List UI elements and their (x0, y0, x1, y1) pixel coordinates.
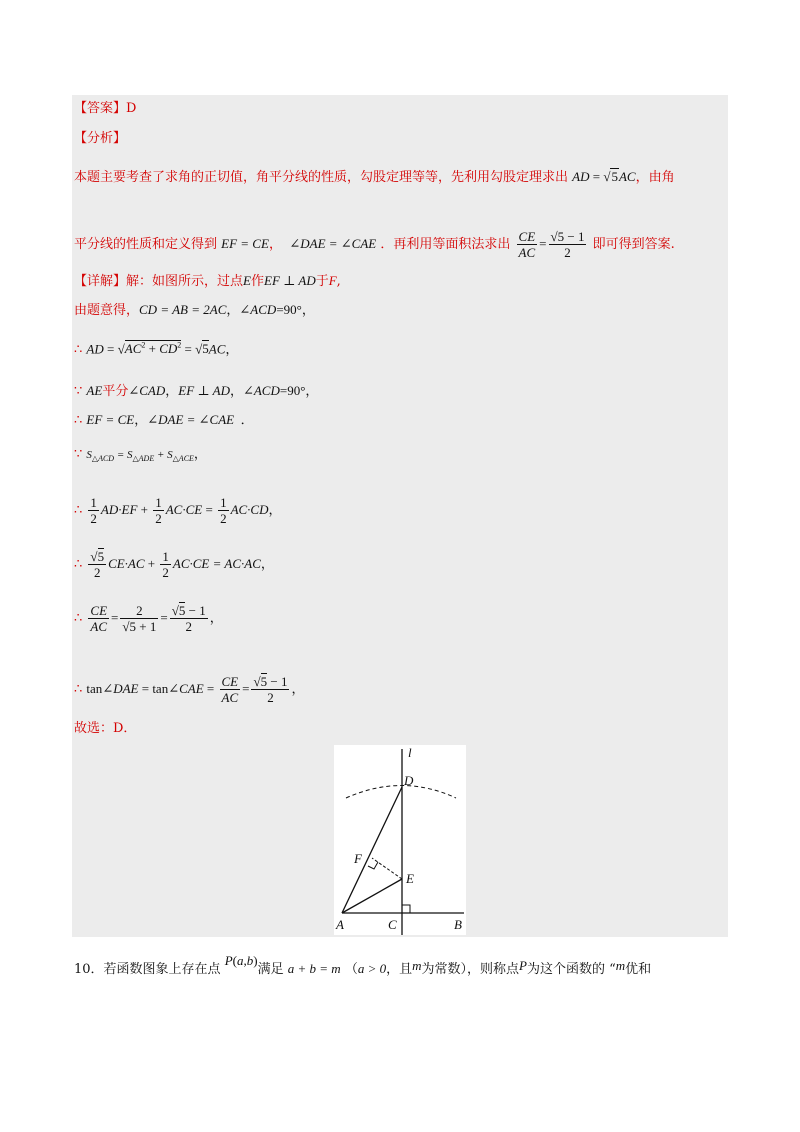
analysis-text-2b: ．再利用等面积法求出 (380, 237, 511, 252)
formula-ef-ce: EF = CE (221, 236, 269, 251)
label-l: l (408, 745, 412, 760)
q10-text-2: 满足 (257, 962, 284, 977)
detail-intro-mid: 作 (250, 274, 264, 289)
answer-value: D (126, 101, 137, 116)
analysis-line-2: 平分线的性质和定义得到 EF = CE， ∠DAE = ∠CAE ．再利用等面积法求出 $\frac{CE}{AC}$ = $\frac{√5 - 1}{2}$ 即可得到答案. (74, 229, 675, 260)
right-angle-f (368, 862, 378, 869)
detail-line-5: ∴ EF = CE，∠DAE = ∠CAE ． (74, 412, 254, 428)
detail-line-2: 由题意得，CD = AB = 2AC，∠ACD=90°， (74, 302, 315, 318)
analysis-label: 【分析】 (74, 131, 127, 146)
because-1: ∵ (74, 384, 83, 399)
segment-ef (372, 858, 402, 879)
detail-intro: 解：如图所示，过点 (126, 274, 244, 289)
analysis-text-1: 本题主要考查了求角的正切值，角平分线的性质，勾股定理等等，先利用勾股定理求出 (74, 170, 569, 185)
label-c: C (388, 917, 397, 932)
therefore-5: ∴ (74, 611, 83, 626)
label-d: D (404, 773, 414, 788)
dashed-arc (346, 786, 456, 799)
detail-line-4: ∵ AE平分∠CAD，EF ⊥ AD，∠ACD=90°， (74, 383, 319, 399)
detail-given: 由题意得， (74, 303, 140, 318)
segment-ad (342, 787, 402, 913)
analysis-text-2a: 平分线的性质和定义得到 (74, 237, 218, 252)
analysis-line-1: 本题主要考查了求角的正切值，角平分线的性质，勾股定理等等，先利用勾股定理求出 AD = √5AC，由角 (74, 169, 675, 185)
q10-text-4: ，且 (386, 962, 413, 977)
geometry-figure (334, 745, 466, 935)
detail-line-6: ∵ $S_{\triangle ACD} = S_{\triangle ADE} + S_{\triangle ACE}$， (74, 446, 207, 464)
conclusion: 故选：D． (74, 721, 137, 736)
bisect-word: 平分 (102, 384, 129, 399)
label-b: B (454, 917, 462, 932)
answer-line (74, 100, 136, 118)
detail-line-1: 【详解】解：如图所示，过点E作EF ⊥ AD于F, (74, 273, 341, 289)
frac-sqrt5: $\frac{√5 - 1}{2}$ (550, 229, 585, 260)
detail-intro-end: 于 (315, 274, 329, 289)
formula-ad: AD (572, 169, 590, 184)
q10-text-7: 优和 (625, 962, 652, 977)
detail-line-7: ∴ $\frac{1}{2}$ AD·EF + $\frac{1}{2}$ AC·CE = $\frac{1}{2}$ AC·CD， (74, 495, 282, 526)
question-number: 10． (74, 962, 104, 977)
therefore-3: ∴ (74, 503, 83, 518)
analysis-text-1-end: ，由角 (635, 170, 675, 185)
q10-text-6: 为这个函数的 “ (527, 962, 616, 977)
detail-line-8: ∴ $\frac{√5}{2}$ CE·AC + $\frac{1}{2}$ AC·CE = AC·AC， (74, 549, 274, 580)
right-angle-c (402, 905, 410, 913)
geometry-svg (334, 745, 466, 935)
therefore-4: ∴ (74, 557, 83, 572)
detail-line-3: ∴ AD = $√AC^2 + CD^2 = √5AC$， (74, 341, 239, 358)
question-10: 10．若函数图象上存在点 P(a,b)满足 a + b = m （a > 0，且m为常数），则称点P为这个函数的 “m优和 (74, 953, 652, 977)
formula-angles: ∠DAE = ∠CAE (286, 236, 377, 251)
detail-label: 【详解】 (74, 274, 127, 289)
detail-line-10: ∴ tan∠DAE = tan∠CAE = $\frac{CE}{AC}$ = $\frac{√5 - 1}{2}$ ， (74, 674, 305, 705)
label-e: E (406, 871, 414, 886)
frac-ce-ac: $\frac{CE}{AC}$ (518, 229, 536, 260)
segment-ae (342, 879, 402, 913)
label-f: F (354, 851, 362, 866)
label-a: A (336, 917, 344, 932)
analysis-text-2c: 即可得到答案. (592, 237, 675, 252)
therefore-2: ∴ (74, 413, 83, 428)
answer-label: 【答案】 (74, 101, 127, 116)
detail-line-9: ∴ $\frac{CE}{AC}$ = $\frac{2}{√5 + 1}$ = $\frac{√5 - 1}{2}$ ， (74, 603, 223, 634)
q10-text-1: 若函数图象上存在点 (103, 962, 221, 977)
because-2: ∵ (74, 447, 83, 462)
q10-text-3: （ (344, 962, 358, 977)
therefore-6: ∴ (74, 682, 83, 697)
therefore-1: ∴ (74, 342, 83, 358)
q10-text-5: 为常数），则称点 (421, 962, 520, 977)
